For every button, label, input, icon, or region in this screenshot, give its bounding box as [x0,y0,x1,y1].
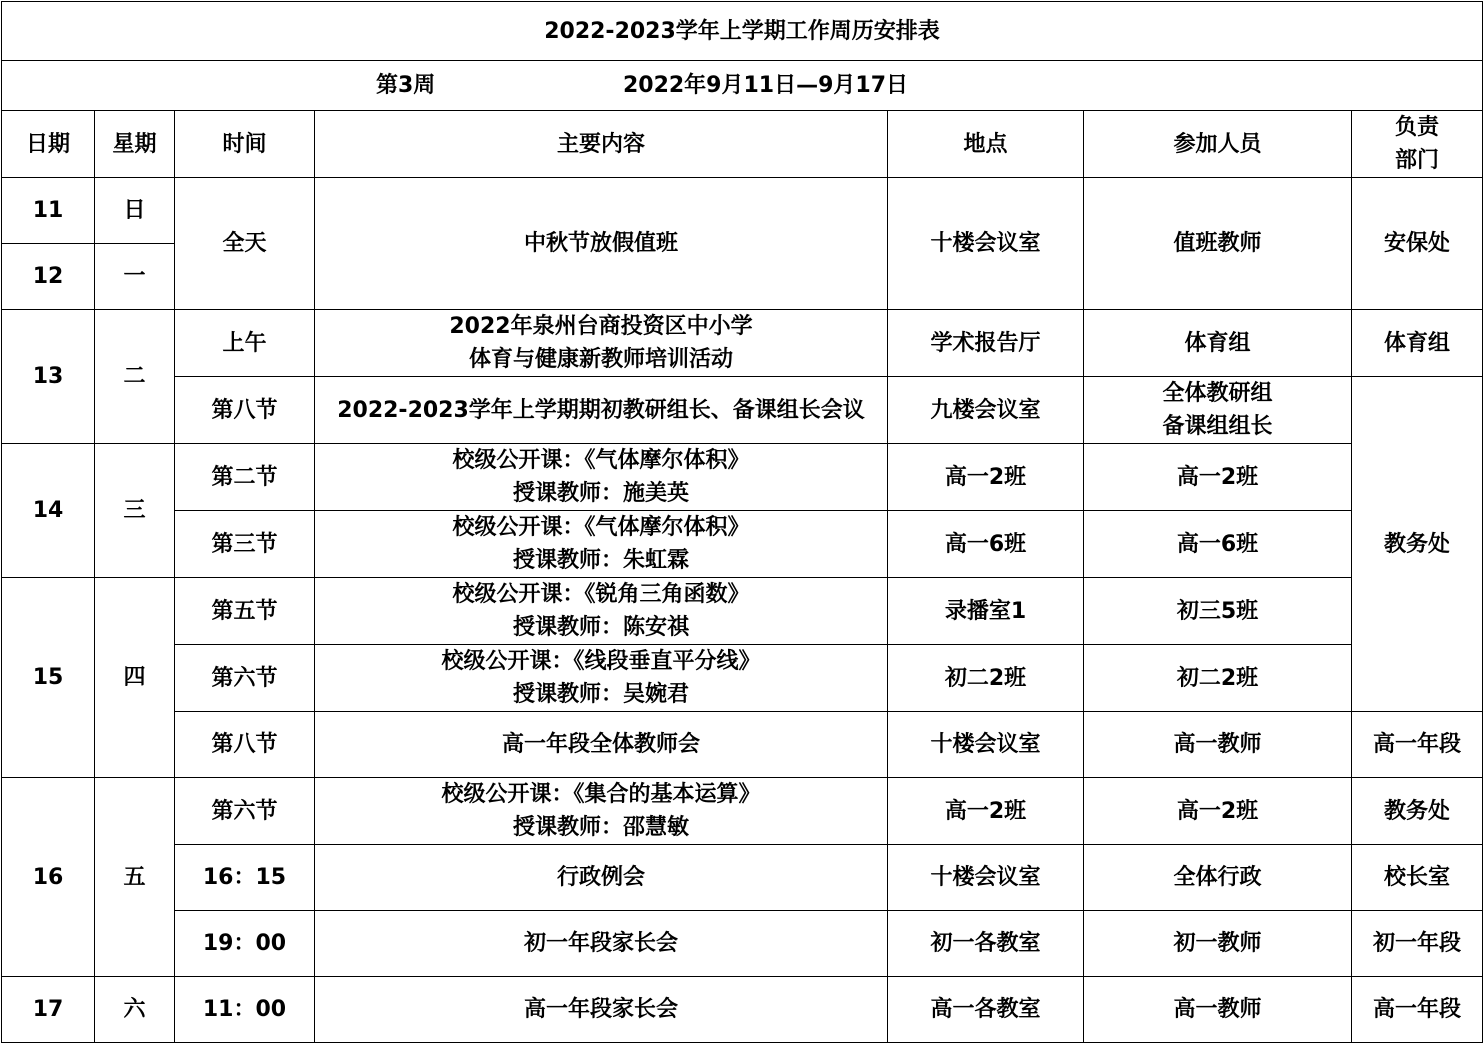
content-line2: 授课教师：吴婉君 [512,682,689,707]
schedule-table [1,1,1483,1043]
table-row [2,444,1483,511]
content-cell: 高一年段家长会 [315,977,888,1043]
table-row [2,377,1483,444]
people-cell: 初二2班 [1084,645,1352,712]
weekday-cell: 日 [95,178,175,244]
weekday-cell: 四 [95,578,175,778]
content-cell [315,511,888,578]
table-row [2,911,1483,977]
place-cell: 初一各教室 [888,911,1084,977]
dept-cell: 初一年段 [1352,911,1483,977]
date-range: 2022年9月11日—9月17日 [622,73,909,98]
weekday-cell: 二 [95,310,175,444]
content-line1: 校级公开课：《线段垂直平分线》 [441,649,761,674]
people-cell: 初三5班 [1084,578,1352,645]
place-cell: 初二2班 [888,645,1084,712]
header-people: 参加人员 [1084,111,1352,178]
page-title: 2022-2023学年上学期工作周历安排表 [2,2,1483,61]
weekday-cell: 六 [95,977,175,1043]
place-cell: 高一2班 [888,778,1084,845]
table-row [2,310,1483,377]
table-row [2,178,1483,244]
content-cell: 2022-2023学年上学期期初教研组长、备课组长会议 [315,377,888,444]
content-line2: 授课教师：邵慧敏 [512,815,689,840]
people-cell: 高一教师 [1084,977,1352,1043]
header-dept-line2: 部门 [1394,148,1439,173]
dept-cell: 教务处 [1352,377,1483,712]
table-row [2,845,1483,911]
content-cell: 中秋节放假值班 [315,178,888,310]
content-line2: 授课教师：朱虹霖 [512,548,689,573]
header-time: 时间 [175,111,315,178]
people-cell [1084,377,1352,444]
people-cell: 高一2班 [1084,444,1352,511]
time-cell: 第二节 [175,444,315,511]
content-line2: 体育与健康新教师培训活动 [468,347,733,372]
date-cell: 12 [2,244,95,310]
header-dept-line1: 负责 [1394,115,1439,140]
people-cell: 高一2班 [1084,778,1352,845]
people-cell: 全体行政 [1084,845,1352,911]
date-cell: 15 [2,578,95,778]
time-cell: 11：00 [175,977,315,1043]
people-cell: 体育组 [1084,310,1352,377]
people-line2: 备课组组长 [1162,414,1273,439]
table-row [2,578,1483,645]
dept-cell: 安保处 [1352,178,1483,310]
time-cell: 第六节 [175,645,315,712]
date-cell: 11 [2,178,95,244]
place-cell: 九楼会议室 [888,377,1084,444]
date-cell: 14 [2,444,95,578]
time-cell: 第八节 [175,712,315,778]
dept-cell: 高一年段 [1352,712,1483,778]
content-cell [315,645,888,712]
dept-cell: 教务处 [1352,778,1483,845]
time-cell: 第六节 [175,778,315,845]
time-cell: 19：00 [175,911,315,977]
content-cell: 高一年段全体教师会 [315,712,888,778]
people-cell: 高一教师 [1084,712,1352,778]
header-place: 地点 [888,111,1084,178]
content-line1: 校级公开课：《气体摩尔体积》 [452,448,750,473]
place-cell: 高一2班 [888,444,1084,511]
time-cell: 全天 [175,178,315,310]
table-row [2,778,1483,845]
place-cell: 十楼会议室 [888,712,1084,778]
dept-cell: 高一年段 [1352,977,1483,1043]
place-cell: 十楼会议室 [888,845,1084,911]
time-cell: 16：15 [175,845,315,911]
content-line1: 校级公开课：《集合的基本运算》 [441,782,761,807]
dept-cell: 体育组 [1352,310,1483,377]
time-cell: 第三节 [175,511,315,578]
dept-cell: 校长室 [1352,845,1483,911]
content-cell [315,310,888,377]
content-cell [315,444,888,511]
header-weekday: 星期 [95,111,175,178]
place-cell: 学术报告厅 [888,310,1084,377]
people-line1: 全体教研组 [1162,381,1273,406]
content-line2: 授课教师：施美英 [512,481,689,506]
place-cell: 录播室1 [888,578,1084,645]
date-cell: 16 [2,778,95,977]
content-cell [315,578,888,645]
table-row [2,977,1483,1043]
weekday-cell: 三 [95,444,175,578]
time-cell: 第五节 [175,578,315,645]
content-line2: 授课教师：陈安祺 [512,615,689,640]
people-cell: 高一6班 [1084,511,1352,578]
week-label: 第3周 [375,73,436,98]
header-date: 日期 [2,111,95,178]
date-cell: 13 [2,310,95,444]
content-cell: 初一年段家长会 [315,911,888,977]
header-dept [1352,111,1483,178]
table-row [2,645,1483,712]
weekday-cell: 一 [95,244,175,310]
header-content: 主要内容 [315,111,888,178]
table-row [2,712,1483,778]
content-line1: 2022年泉州台商投资区中小学 [449,314,753,339]
time-cell: 第八节 [175,377,315,444]
table-row [2,511,1483,578]
people-cell: 值班教师 [1084,178,1352,310]
content-line1: 校级公开课：《气体摩尔体积》 [452,515,750,540]
people-cell: 初一教师 [1084,911,1352,977]
place-cell: 高一各教室 [888,977,1084,1043]
time-cell: 上午 [175,310,315,377]
week-info [2,61,1483,111]
content-cell: 行政例会 [315,845,888,911]
place-cell: 十楼会议室 [888,178,1084,310]
date-cell: 17 [2,977,95,1043]
place-cell: 高一6班 [888,511,1084,578]
weekday-cell: 五 [95,778,175,977]
content-line1: 校级公开课：《锐角三角函数》 [452,582,750,607]
content-cell [315,778,888,845]
